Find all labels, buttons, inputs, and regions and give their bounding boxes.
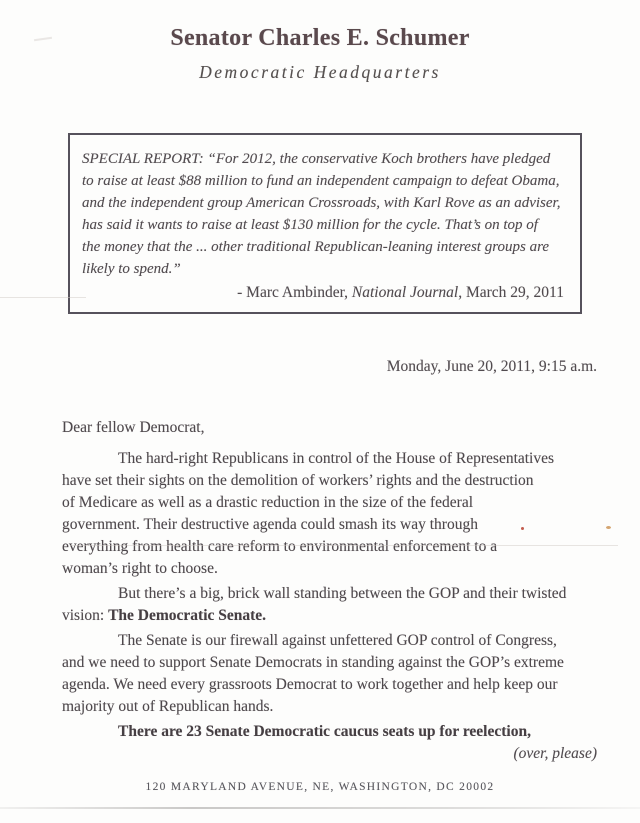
footer-address: 120 MARYLAND AVENUE, NE, WASHINGTON, DC 20002 — [145, 781, 495, 793]
text-line: The hard-right Republicans in control of the House of Representatives — [118, 450, 555, 467]
text-line: and the independent group American Crossroads, with Karl Rove as an adviser, — [82, 195, 561, 211]
emphasis-line: There are 23 Senate Democratic caucus seats up for reelection, — [118, 723, 531, 740]
text-line: But there’s a big, brick wall standing between the GOP and their twisted — [118, 585, 567, 602]
text-line: everything from health care reform to environmental enforcement to a — [62, 538, 498, 555]
text-line: majority out of Republican hands. — [62, 698, 274, 715]
letter-body — [62, 417, 610, 743]
text-line: woman’s right to choose. — [62, 560, 218, 577]
text-line: have set their sights on the demolition of workers’ rights and the destruction — [62, 472, 534, 489]
special-report-box — [68, 133, 582, 314]
paragraph-3 — [62, 630, 610, 718]
text-line: of Medicare as well as a drastic reduction in the size of the federal — [62, 494, 473, 511]
attribution-source: National Journal — [351, 284, 459, 301]
letterhead-title: Senator Charles E. Schumer — [170, 25, 470, 51]
text-line: the money that the ... other traditional Republican-leaning interest groups are — [82, 239, 550, 255]
dateline: Monday, June 20, 2011, 9:15 a.m. — [386, 358, 597, 375]
paragraph-2-bold: The Democratic Senate. — [108, 607, 267, 624]
text-line: and we need to support Senate Democrats in standing against the GOP’s extreme — [62, 654, 564, 671]
scan-bottom-shadow — [0, 807, 640, 809]
text-line: government. Their destructive agenda could smash its way through — [62, 516, 478, 533]
paragraph-1 — [62, 448, 610, 580]
over-please-note: (over, please) — [513, 745, 597, 762]
letterhead-subtitle: Democratic Headquarters — [199, 62, 441, 82]
paragraph-2 — [62, 583, 610, 627]
quote-attribution — [82, 282, 568, 304]
text-line: agenda. We need every grassroots Democrat to work together and help keep our — [62, 676, 558, 693]
text-line — [62, 605, 610, 627]
text-line: SPECIAL REPORT: “For 2012, the conservative Koch brothers have pledged — [82, 151, 551, 167]
attribution-suffix: , March 29, 2011 — [458, 284, 564, 301]
paragraph-2-normal: vision: — [62, 607, 109, 624]
text-line: likely to spend.” — [82, 261, 181, 277]
text-line: The Senate is our firewall against unfettered GOP control of Congress, — [118, 632, 557, 649]
text-line: has said it wants to raise at least $130 million for the cycle. That’s on top of — [82, 217, 538, 233]
attribution-prefix: - Marc Ambinder, — [237, 284, 352, 301]
text-line: to raise at least $88 million to fund an independent campaign to defeat Obama, — [82, 173, 560, 189]
salutation: Dear fellow Democrat, — [62, 419, 205, 436]
special-report-quote — [82, 148, 568, 280]
